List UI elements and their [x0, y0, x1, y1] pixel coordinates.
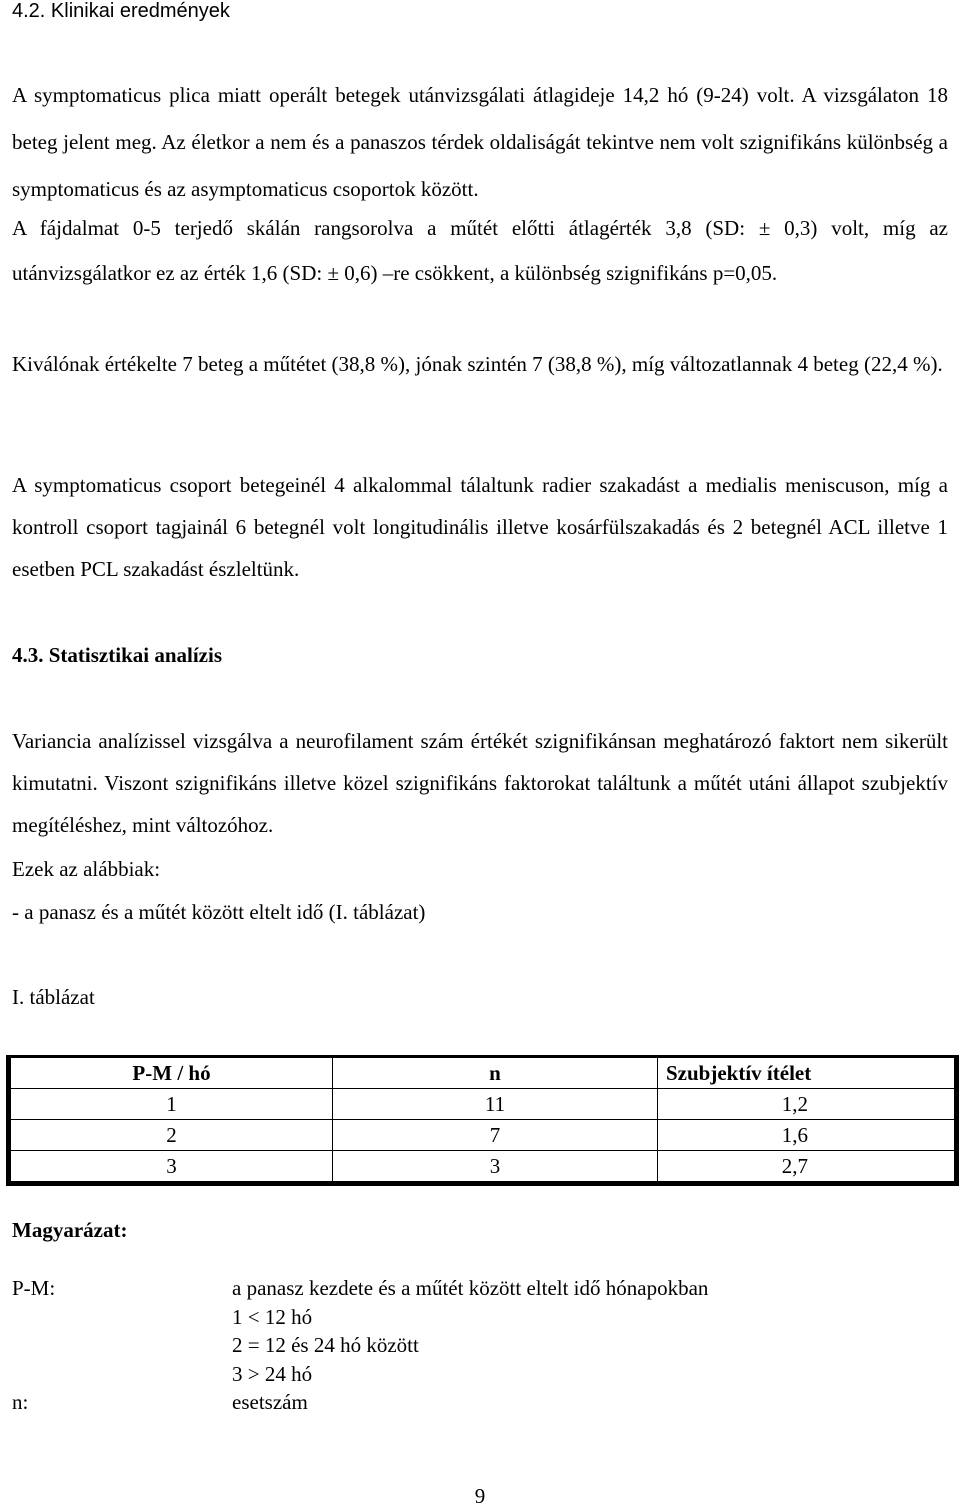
table-header-cell: Szubjektív ítélet: [658, 1057, 957, 1089]
table-row: [9, 1089, 957, 1120]
table-cell: 7: [333, 1120, 658, 1151]
table-header-cell: n: [333, 1057, 658, 1089]
paragraph-list-item: - a panasz és a műtét között eltelt idő (I. táblázat): [12, 900, 426, 924]
table-row: [9, 1151, 957, 1184]
paragraph-meniscus: A symptomaticus csoport betegeinél 4 alkalommal tálaltunk radier szakadást a medialis meniscuson, míg a kontroll csoport tagjainál 6 betegnél volt longitudinális illetve kosárfülszakadás és 2 betegnél ACL illetve 1 esetben PCL szakadást észleltünk.: [12, 473, 948, 581]
table-cell: 3: [333, 1151, 658, 1184]
paragraph-variance: Variancia analízissel vizsgálva a neurofilament szám értékét szignifikánsan meghatározó faktort nem sikerült kimutatni. Viszont szignifikáns illetve közel szignifikáns faktorokat találtunk a műtét utáni állapot szubjektív megítéléshez, mint változóhoz.: [12, 729, 948, 837]
section-heading-4-2: 4.2. Klinikai eredmények: [12, 0, 230, 22]
table-header-cell: P-M / hó: [9, 1057, 333, 1089]
table-header-row: [9, 1057, 957, 1089]
table-cell: 1,6: [658, 1120, 957, 1151]
table-cell: 11: [333, 1089, 658, 1120]
legend-pm-line: 2 = 12 és 24 hó között: [232, 1333, 419, 1357]
table-caption: I. táblázat: [12, 985, 95, 1009]
legend-pm-label: P-M:: [12, 1276, 56, 1300]
table-cell: 1: [9, 1089, 333, 1120]
results-table: [6, 1055, 959, 1186]
table-cell: 2,7: [658, 1151, 957, 1184]
page-number: 9: [474, 1484, 486, 1508]
table-cell: 2: [9, 1120, 333, 1151]
paragraph-rating: Kiválónak értékelte 7 beteg a műtétet (38,8 %), jónak szintén 7 (38,8 %), míg változatlannak 4 beteg (22,4 %).: [12, 352, 943, 376]
paragraph-follow-up: A symptomaticus plica miatt operált betegek utánvizsgálati átlagideje 14,2 hó (9-24) volt. A vizsgálaton 18 beteg jelent meg. Az életkor a nem és a panaszos térdek oldaliságát tekintve nem volt szignifikáns különbség a symptomaticus és az asymptomaticus csoportok között.: [12, 83, 948, 201]
legend-n-value: esetszám: [232, 1390, 308, 1414]
legend-pm-line: a panasz kezdete és a műtét között eltelt idő hónapokban: [232, 1276, 709, 1300]
table-row: [9, 1120, 957, 1151]
legend-n-label: n:: [12, 1390, 29, 1414]
section-heading-4-3: 4.3. Statisztikai analízis: [12, 643, 223, 667]
legend-title: Magyarázat:: [12, 1218, 128, 1242]
paragraph-list-intro: Ezek az alábbiak:: [12, 857, 161, 881]
paragraph-pain-score: A fájdalmat 0-5 terjedő skálán rangsorolva a műtét előtti átlagérték 3,8 (SD: ± 0,3) volt, míg az utánvizsgálatkor ez az érték 1,6 (SD: ± 0,6) –re csökkent, a különbség szignifikáns p=0,05.: [12, 216, 948, 285]
table-cell: 1,2: [658, 1089, 957, 1120]
legend-pm-line: 3 > 24 hó: [232, 1361, 313, 1386]
table-cell: 3: [9, 1151, 333, 1184]
legend-pm-line: 1 < 12 hó: [232, 1304, 313, 1329]
